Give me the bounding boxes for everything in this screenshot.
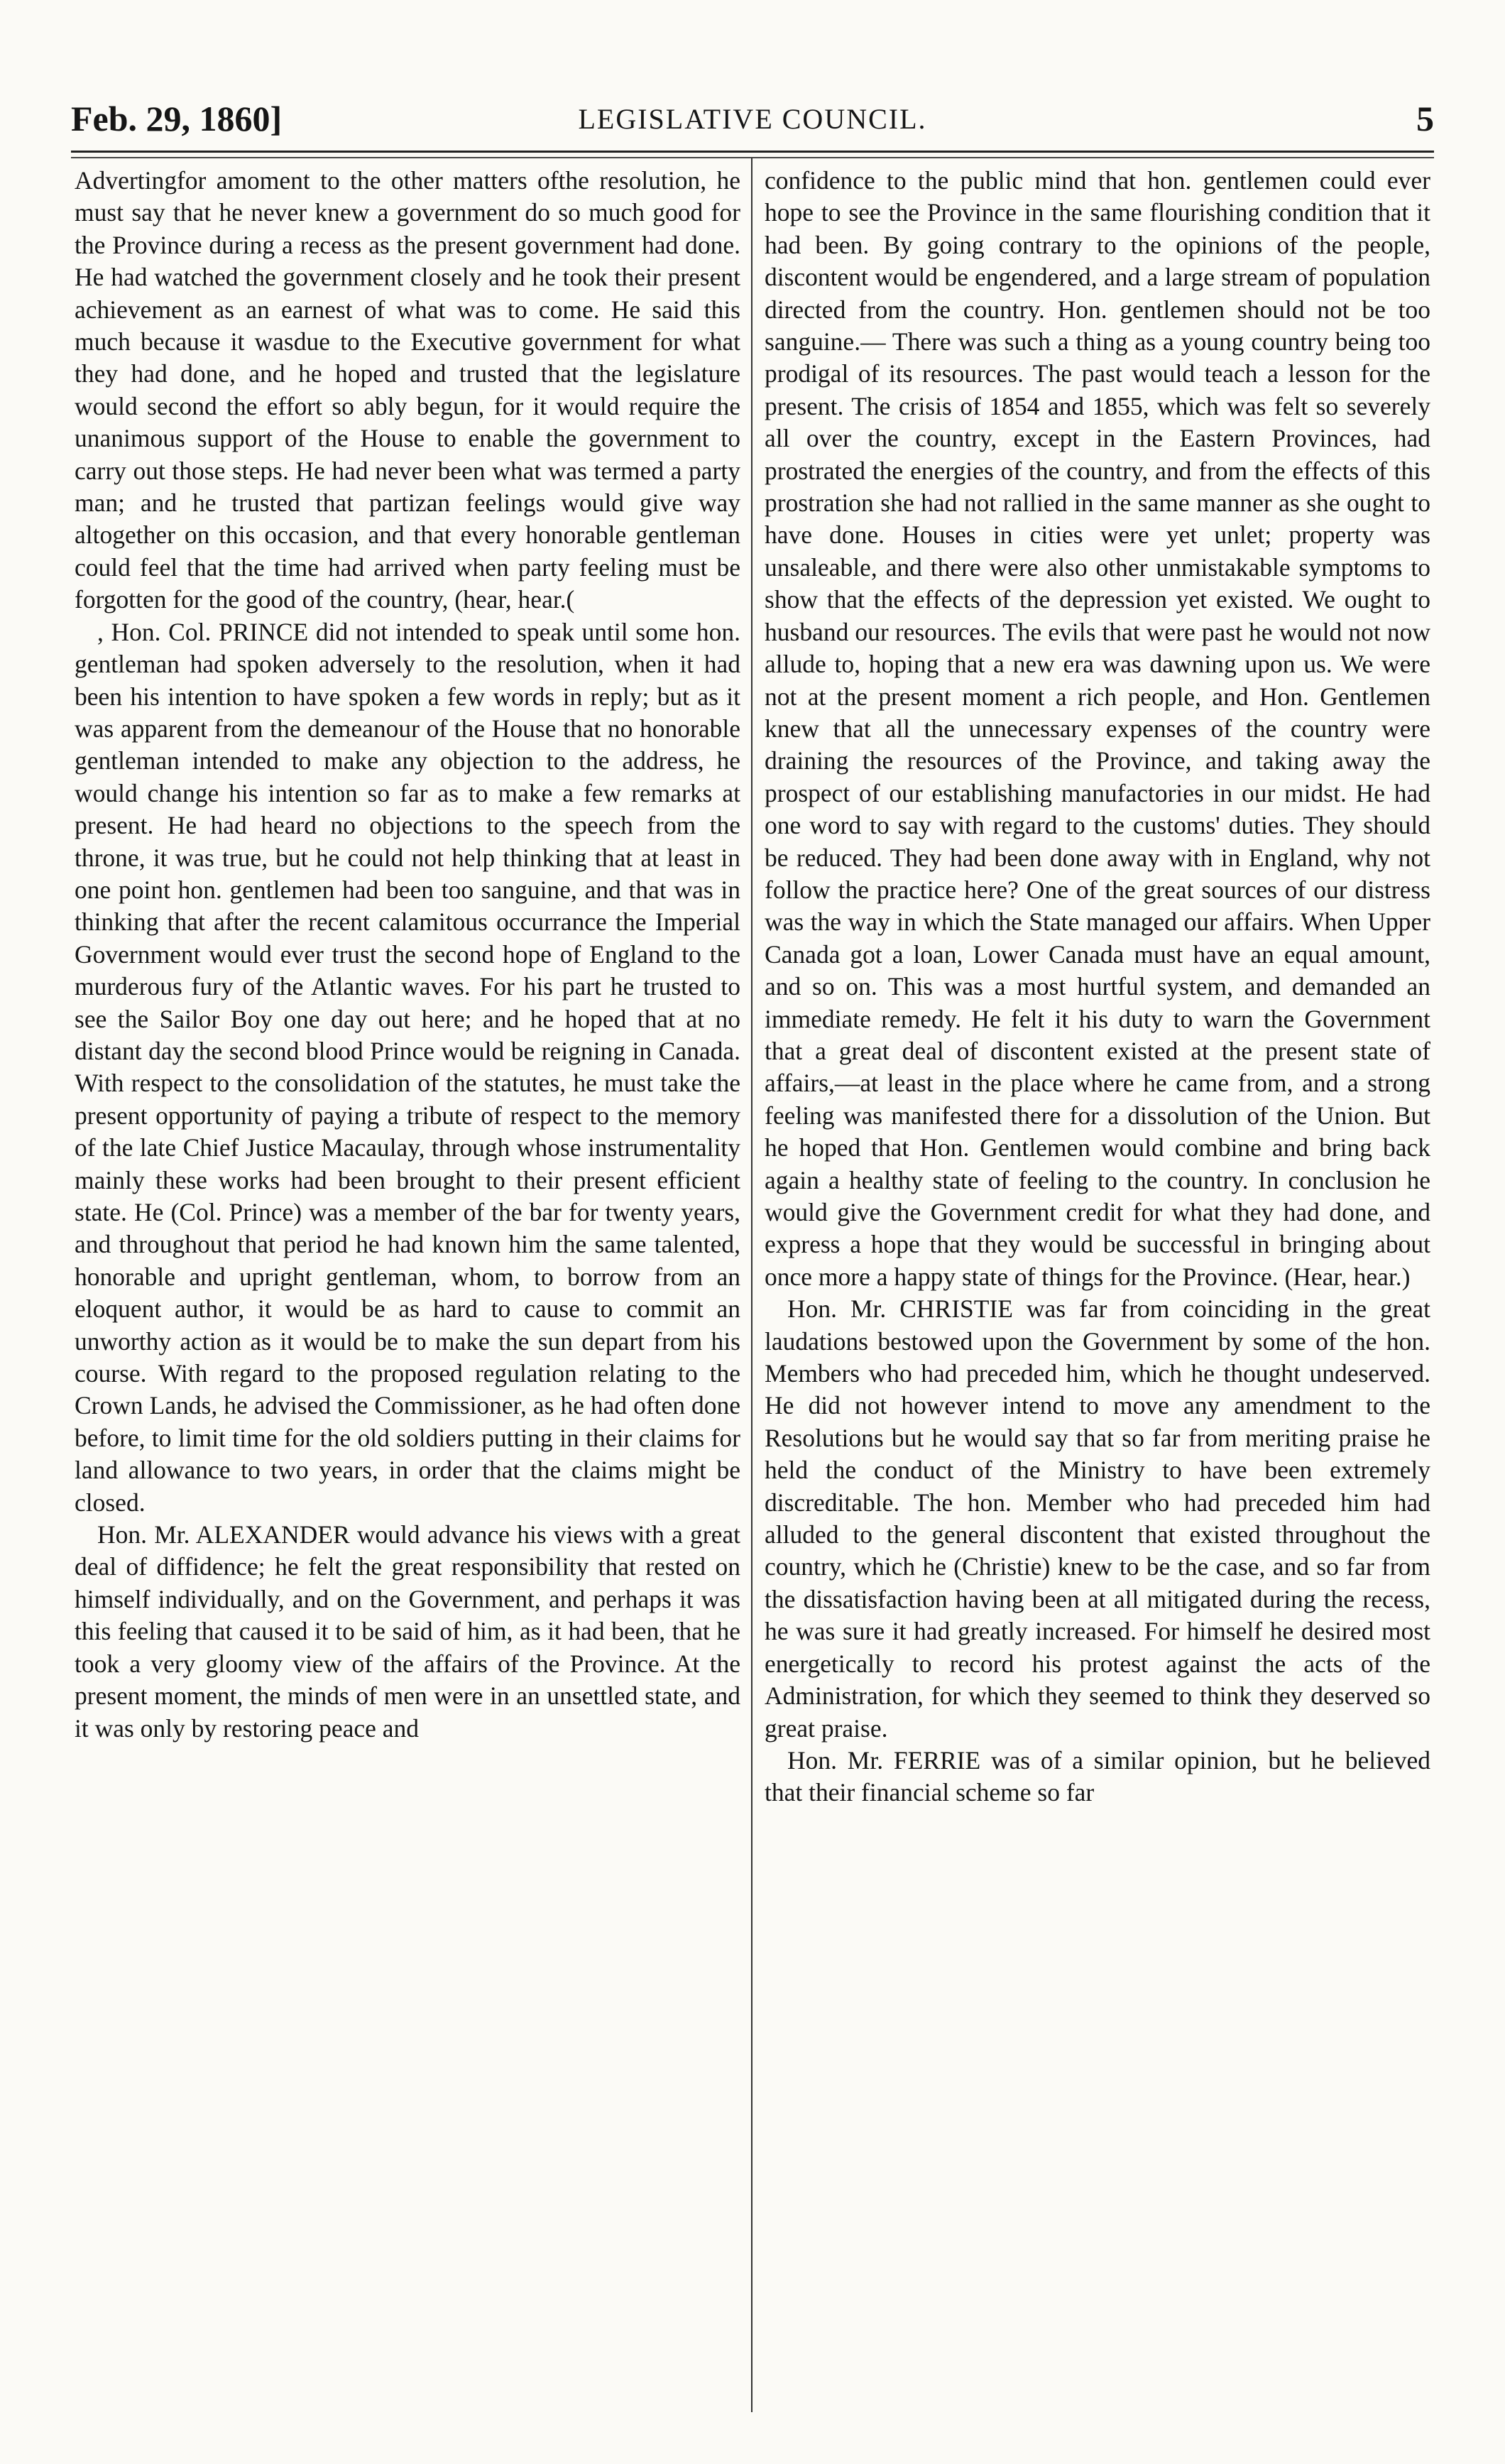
- paragraph-ferrie: Hon. Mr. FERRIE was of a similar opinion, but he believed that their financial scheme so far: [765, 1745, 1430, 1807]
- header-date: Feb. 29, 1860]: [71, 99, 283, 138]
- header-rule: [71, 151, 1434, 153]
- paragraph-christie: Hon. Mr. CHRISTIE was far from coinciding in the great laudations bestowed upon the Government by some of the hon. Members who had preceded him, which he thought undeserved. He did not however intend to move any amendment to the Resolutions but he would say that so far from meriting praise he held the conduct of the Ministry to have been extremely discreditable. The hon. Member who had preceded him had alluded to the general discontent that existed throughout the country, which he (Christie) knew to be the case, and so far from the dissatisfaction having been at all mitigated during the recess, he was sure it had greatly increased. For himself he desired most energetically to record his protest against the acts of the Administration, for which they seemed to think they deserved so great praise.: [765, 1294, 1430, 1743]
- left-column: [75, 165, 740, 2409]
- column-divider: [751, 158, 752, 2412]
- page-header: [71, 98, 1434, 141]
- right-column: [765, 165, 1430, 2409]
- paragraph-col-prince: , Hon. Col. PRINCE did not intended to speak until some hon. gentleman had spoken adversely to the resolution, when it had been his intention to have spoken a few words in reply; but as it was apparent from the demeanour of the House that no honorable gentleman intended to make any objection to the address, he would change his intention so far as to make a few remarks at present. He had heard no objections to the speech from the throne, it was true, but he could not help thinking that at least in one point hon. gentlemen had been too sanguine, and that was in thinking that after the recent calamitous occurrance the Imperial Government would ever trust the second hope of England to the murderous fury of the Atlantic waves. For his part he trusted to see the Sailor Boy one day out here; and he hoped that at no distant day the second blood Prince would be reigning in Canada. With respect to the consolidation of the statutes, he must take the present opportunity of paying a tribute of respect to the memory of the late Chief Justice Macaulay, through whose instrumentality mainly these works had been brought to their present efficient state. He (Col. Prince) was a member of the bar for twenty years, and throughout that period he had known him the same talented, honorable and upright gentleman, whom, to borrow from an eloquent author, it would be as hard to cause to commit an unworthy action as it would be to make the sun depart from his course. With regard to the proposed regulation relating to the Crown Lands, he advised the Commissioner, as he had often done before, to limit time for the old soldiers putting in their claims for land allowance to two years, in order that the claims might be closed.: [75, 617, 740, 1517]
- header-title: LEGISLATIVE COUNCIL.: [578, 103, 927, 135]
- paragraph-confidence: confidence to the public mind that hon. gentlemen could ever hope to see the Province in the same flourishing condition that it had been. By going contrary to the opinions of the people, discontent would be engendered, and a large stream of population directed from the country. Hon. gentlemen should not be too sanguine.— There was such a thing as a young country being too prodigal of its resources. The past would teach a lesson for the present. The crisis of 1854 and 1855, which was felt so severely all over the country, except in the Eastern Provinces, had prostrated the energies of the country, and from the effects of this prostration she had not rallied in the same manner as she ought to have done. Houses in cities were yet unlet; property was unsaleable, and there were also other unmistakable symptoms to show that the effects of the depression yet existed. We ought to husband our resources. The evils that were past he would not now allude to, hoping that a new era was dawning upon us. We were not at the present moment a rich people, and Hon. Gentlemen knew that all the unnecessary expenses of the country were draining the resources of the Province, and taking away the prospect of our establishing manufactories in our midst. He had one word to say with regard to the customs' duties. They should be reduced. They had been done away with in England, why not follow the practice here? One of the great sources of our distress was the way in which the State managed our affairs. When Upper Canada got a loan, Lower Canada must have an equal amount, and so on. This was a most hurtful system, and demanded an immediate remedy. He felt it his duty to warn the Government that a great deal of discontent existed at the present state of affairs,—at least in the place where he came from, and a strong feeling was manifested there for a dissolution of the Union. But he hoped that Hon. Gentlemen would combine and bring back again a healthy state of feeling to the country. In conclusion he would give the Government credit for what they had done, and express a hope that they would be successful in bringing about once more a happy state of things for the Province. (Hear, hear.): [765, 166, 1430, 1291]
- header-rule-thin: [71, 157, 1434, 158]
- paragraph-advertising: Advertingfor amoment to the other matters ofthe resolution, he must say that he never knew a government do so much good for the Province during a recess as the present government had done. He had watched the government closely and he took their present achievement as an earnest of what was to come. He said this much because it wasdue to the Executive government for what they had done, and he hoped and trusted that the legislature would second the effort so ably begun, for it would require the unanimous support of the House to enable the government to carry out those steps. He had never been what was termed a party man; and he trusted that partizan feelings would give way altogether on this occasion, and that every honorable gentleman could feel that the time had arrived when party feeling must be forgotten for the good of the country, (hear, hear.(: [75, 166, 740, 614]
- page-number: 5: [1416, 99, 1434, 138]
- paragraph-alexander: Hon. Mr. ALEXANDER would advance his views with a great deal of diffidence; he felt the great responsibility that rested on himself individually, and on the Government, and perhaps it was this feeling that caused it to be said of him, as it had been, that he took a very gloomy view of the affairs of the Province. At the present moment, the minds of men were in an unsettled state, and it was only by restoring peace and: [75, 1520, 740, 1743]
